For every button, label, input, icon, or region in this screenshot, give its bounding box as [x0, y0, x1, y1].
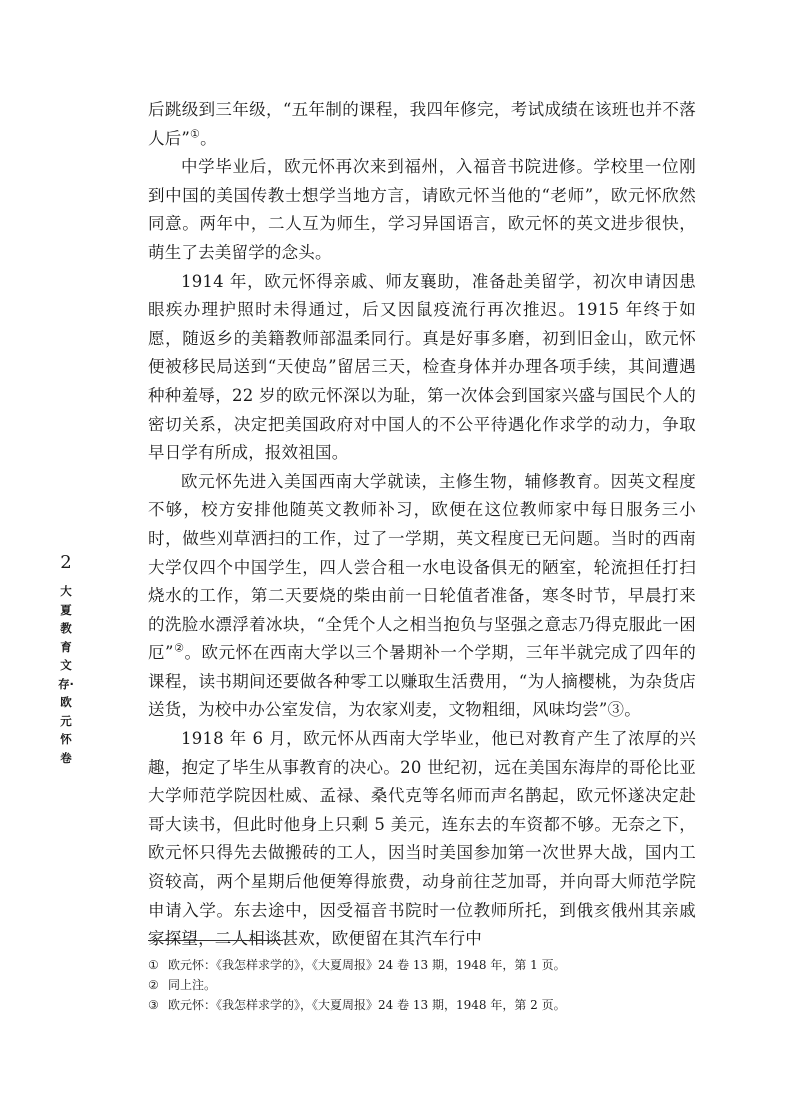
- paragraph-tail: 。: [200, 128, 217, 148]
- paragraph-3: [148, 268, 696, 468]
- footnote-mark: ①: [148, 958, 159, 972]
- paragraph-2: [148, 153, 696, 267]
- footnote-ref[interactable]: ①: [190, 127, 201, 141]
- footnote-text: 欧元怀：《我怎样求学的》，《大夏周报》24 卷 13 期，1948 年，第 1 页。: [168, 958, 566, 972]
- paragraph-4: [148, 468, 696, 725]
- paragraph-text: 1914 年，欧元怀得亲戚、师友襄助，准备赴美留学，初次申请因患眼疾办理护照时未得通过，后又因鼠疫流行再次推迟。1915 年终于如愿，随返乡的美籍教师部温柔同行。真是好事多磨，初到旧金山，欧元怀便被移民局送到“天使岛”留居三天，检查身体并办理各项手续，其间遭遇种种羞辱，22 岁的欧元怀深以为耻，第一次体会到国家兴盛与国民个人的密切关系，决定把美国政府对中国人的不公平待遇化作求学的动力，争取早日学有所成，报效祖国。: [148, 271, 696, 463]
- paragraph-5: [148, 725, 696, 954]
- footnote-mark: ②: [148, 978, 159, 992]
- page-number: 2: [60, 552, 72, 573]
- paragraph-text: 后跳级到三年级，“五年制的课程，我四年修完，考试成绩在该班也并不落人后”: [148, 100, 696, 148]
- footnote-2: [148, 975, 696, 995]
- footnote-3: [148, 995, 696, 1015]
- footnote-1: [148, 955, 696, 975]
- body-text: [148, 96, 696, 954]
- paragraph-1: [148, 96, 696, 153]
- paragraph-text: 欧元怀先进入美国西南大学就读，主修生物，辅修教育。因英文程度不够，校方安排他随英文教师补习，欧便在这位教师家中每日服务三小时，做些刈草洒扫的工作，过了一学期，英文程度已无问题。当时的西南大学仅四个中国学生，四人尝合租一水电设备俱无的陋室，轮流担任打扫烧水的工作，第二天要烧的柴由前一日轮值者准备，寒冬时节，早晨打来的洗脸水漂浮着冰块，“全凭个人之相当抱负与坚强之意志乃得克服此一困厄”: [148, 471, 696, 663]
- paragraph-tail: 。欧元怀在西南大学以三个暑期补一个学期，三年半就完成了四年的课程，读书期间还要做各种零工以赚取生活费用，“为人摘樱桃，为杂货店送货，为校中办公室发信，为农家刈麦，文物粗细，风味均尝”③。: [148, 643, 697, 720]
- footnote-mark: ③: [148, 998, 159, 1012]
- footnote-text: 欧元怀：《我怎样求学的》，《大夏周报》24 卷 13 期，1948 年，第 2 页。: [168, 998, 566, 1012]
- footnotes: [148, 955, 696, 1015]
- running-title: 大夏教育文存·欧元怀卷: [58, 584, 74, 765]
- paragraph-text: 1918 年 6 月，欧元怀从西南大学毕业，他已对教育产生了浓厚的兴趣，抱定了毕生从事教育的决心。20 世纪初，远在美国东海岸的哥伦比亚大学师范学院因杜威、孟禄、桑代克等名师而声名鹊起，欧元怀遂决定赴哥大读书，但此时他身上只剩 5 美元，连东去的车资都不够。无奈之下，欧元怀只得先去做搬砖的工人，因当时美国参加第一次世界大战，国内工资较高，两个星期后他便筹得旅费，动身前往芝加哥，并向哥大师范学院申请入学。东去途中，因受福音书院时一位教师所托，到俄亥俄州其亲戚家探望，二人相谈甚欢，欧便留在其汽车行中: [148, 729, 696, 949]
- footnote-divider: [148, 940, 283, 941]
- paragraph-text: 中学毕业后，欧元怀再次来到福州，入福音书院进修。学校里一位刚到中国的美国传教士想学当地方言，请欧元怀当他的“老师”，欧元怀欣然同意。两年中，二人互为师生，学习异国语言，欧元怀的英文进步很快，萌生了去美留学的念头。: [148, 157, 696, 262]
- footnote-text: 同上注。: [168, 978, 217, 992]
- footnote-ref[interactable]: ②: [173, 641, 185, 655]
